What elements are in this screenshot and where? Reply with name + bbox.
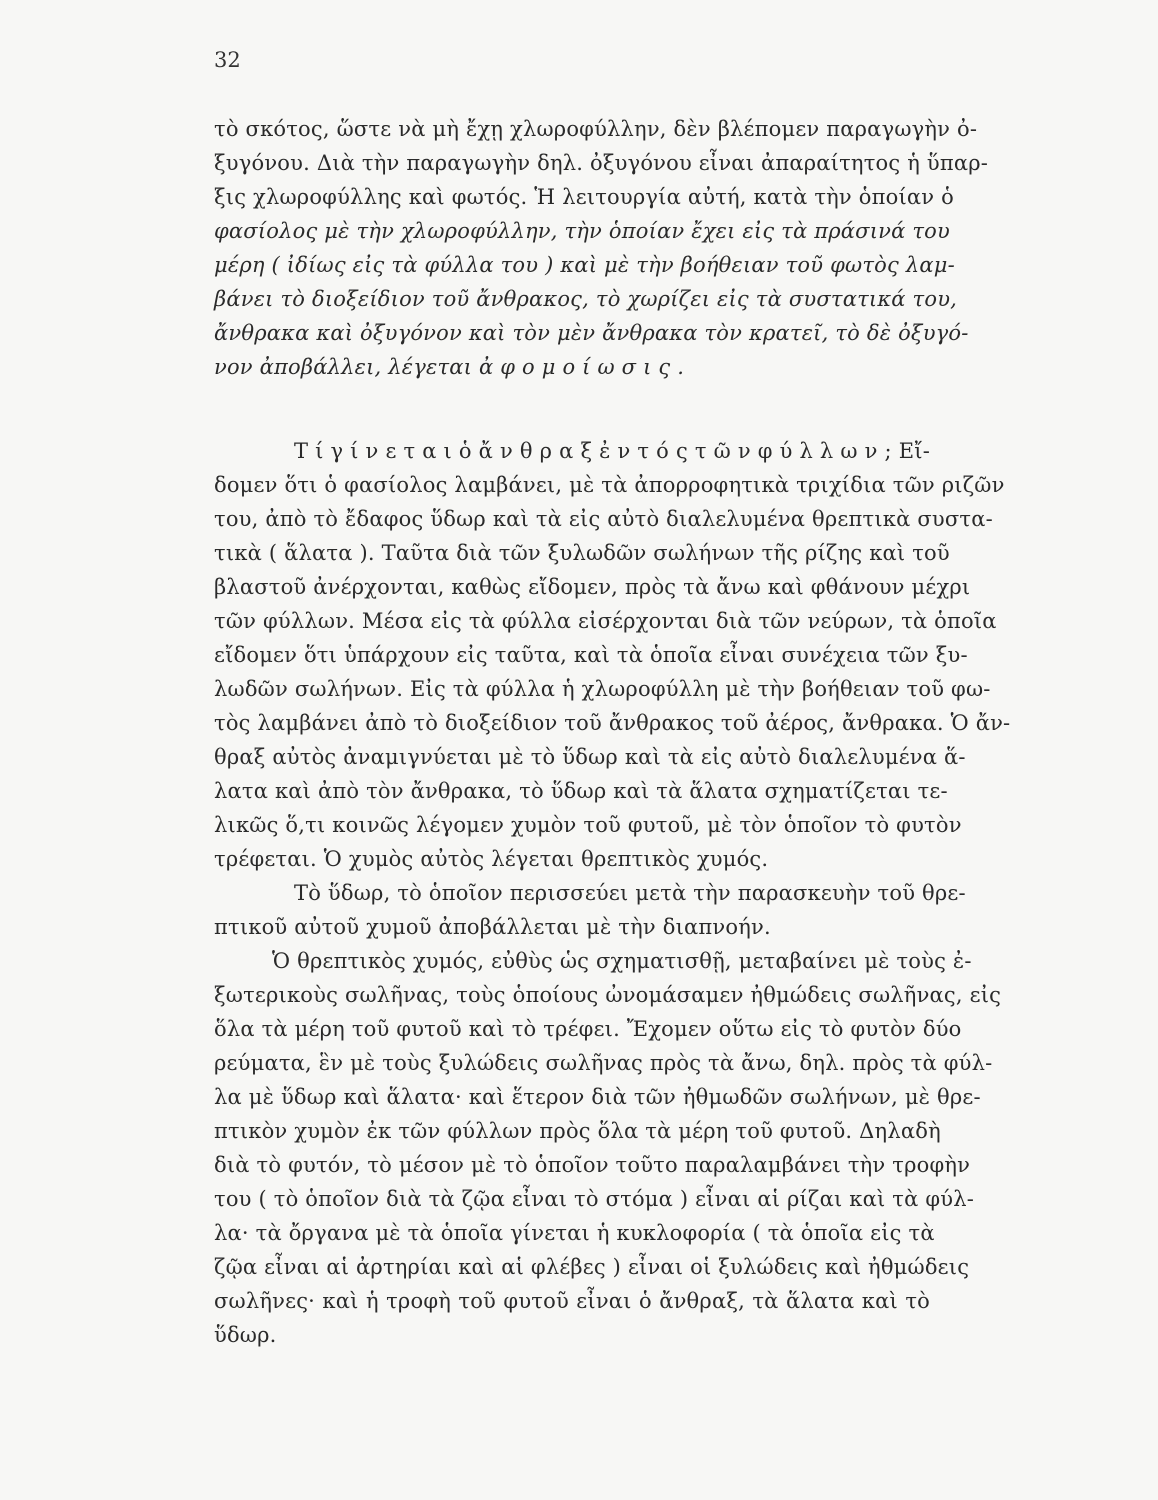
text-line: τικὰ ( ἅλατα ). Ταῦτα διὰ τῶν ξυλωδῶν σωλήνων τῆς ρίζης καὶ τοῦ bbox=[214, 541, 950, 565]
text-line: ξις χλωροφύλλης καὶ φωτός. Ἡ λειτουργία αὐτή, κατὰ τὴν ὁποίαν ὁ bbox=[214, 185, 954, 209]
paragraph-3 bbox=[214, 876, 966, 944]
text-line: τῶν φύλλων. Μέσα εἰς τὰ φύλλα εἰσέρχονται διὰ τῶν νεύρων, τὰ ὁποῖα bbox=[214, 609, 997, 633]
text-line: λωδῶν σωλήνων. Εἰς τὰ φύλλα ἡ χλωροφύλλη μὲ τὴν βοήθειαν τοῦ φω- bbox=[214, 677, 991, 701]
text-line: εἴδομεν ὅτι ὑπάρχουν εἰς ταῦτα, καὶ τὰ ὁποῖα εἶναι συνέχεια τῶν ξυ- bbox=[214, 643, 968, 667]
text-line: νον ἀποβάλλει, λέγεται ἀ φ ο μ ο ί ω σ ι ς . bbox=[214, 355, 685, 379]
text-line: διὰ τὸ φυτόν, τὸ μέσον μὲ τὸ ὁποῖον τοῦτο παραλαμβάνει τὴν τροφὴν bbox=[214, 1153, 971, 1177]
text-line: ὅλα τὰ μέρη τοῦ φυτοῦ καὶ τὸ τρέφει. Ἔχομεν οὕτω εἰς τὸ φυτὸν δύο bbox=[214, 1017, 962, 1041]
text-line: Τ ί γ ί ν ε τ α ι ὁ ἄ ν θ ρ α ξ ἐ ν τ ό ς τ ῶ ν φ ύ λ λ ω ν ; Εἴ- bbox=[294, 439, 930, 463]
text-line: ζῷα εἶναι αἱ ἀρτηρίαι καὶ αἱ φλέβες ) εἶναι οἱ ξυλώδεις καὶ ἠθμώδεις bbox=[214, 1255, 970, 1279]
text-line: φασίολος μὲ τὴν χλωροφύλλην, τὴν ὁποίαν ἔχει εἰς τὰ πράσινά του bbox=[214, 219, 950, 243]
text-line: τὸ σκότος, ὥστε νὰ μὴ ἔχῃ χλωροφύλλην, δὲν βλέπομεν παραγωγὴν ὀ- bbox=[214, 117, 978, 141]
text-line: ἄνθρακα καὶ ὀξυγόνον καὶ τὸν μὲν ἄνθρακα τὸν κρατεῖ, τὸ δὲ ὀξυγό- bbox=[214, 321, 969, 345]
text-line: Ὁ θρεπτικὸς χυμός, εὐθὺς ὡς σχηματισθῇ, μεταβαίνει μὲ τοὺς ἐ- bbox=[272, 949, 972, 973]
text-line: μέρη ( ἰδίως εἰς τὰ φύλλα του ) καὶ μὲ τὴν βοήθειαν τοῦ φωτὸς λαμ- bbox=[214, 253, 955, 277]
paragraph-gap bbox=[214, 384, 930, 434]
text-line: πτικοῦ αὐτοῦ χυμοῦ ἀποβάλλεται μὲ τὴν διαπνοήν. bbox=[214, 915, 771, 939]
text-line: ξυγόνου. Διὰ τὴν παραγωγὴν δηλ. ὀξυγόνου εἶναι ἀπαραίτητος ἡ ὕπαρ- bbox=[214, 151, 989, 175]
text-line: θραξ αὐτὸς ἀναμιγνύεται μὲ τὸ ὕδωρ καὶ τὰ εἰς αὐτὸ διαλελυμένα ἅ- bbox=[214, 745, 966, 769]
text-line: τρέφεται. Ὁ χυμὸς αὐτὸς λέγεται θρεπτικὸς χυμός. bbox=[214, 847, 769, 871]
text-line: λατα καὶ ἀπὸ τὸν ἄνθρακα, τὸ ὕδωρ καὶ τὰ ἅλατα σχηματίζεται τε- bbox=[214, 779, 948, 803]
body-text bbox=[214, 112, 1011, 1352]
text-line: τὸς λαμβάνει ἀπὸ τὸ διοξείδιον τοῦ ἄνθρακος τοῦ ἀέρος, ἄνθρακα. Ὁ ἄν- bbox=[214, 711, 1011, 735]
text-line: ρεύματα, ἓν μὲ τοὺς ξυλώδεις σωλῆνας πρὸς τὰ ἄνω, δηλ. πρὸς τὰ φύλ- bbox=[214, 1051, 993, 1075]
paragraph-2 bbox=[214, 434, 1011, 876]
paragraph-1 bbox=[214, 112, 989, 384]
text-line: λα μὲ ὕδωρ καὶ ἅλατα· καὶ ἕτερον διὰ τῶν ἠθμωδῶν σωλήνων, μὲ θρε- bbox=[214, 1085, 981, 1109]
text-line: βλαστοῦ ἀνέρχονται, καθὼς εἴδομεν, πρὸς τὰ ἄνω καὶ φθάνουν μέχρι bbox=[214, 575, 971, 599]
text-line: πτικὸν χυμὸν ἐκ τῶν φύλλων πρὸς ὅλα τὰ μέρη τοῦ φυτοῦ. Δηλαδὴ bbox=[214, 1119, 941, 1143]
text-line: ξωτερικοὺς σωλῆνας, τοὺς ὁποίους ὠνομάσαμεν ἠθμώδεις σωλῆνας, εἰς bbox=[214, 983, 1002, 1007]
text-line: λικῶς ὅ,τι κοινῶς λέγομεν χυμὸν τοῦ φυτοῦ, μὲ τὸν ὁποῖον τὸ φυτὸν bbox=[214, 813, 962, 837]
page-number: 32 bbox=[214, 48, 241, 72]
text-line: του, ἀπὸ τὸ ἔδαφος ὕδωρ καὶ τὰ εἰς αὐτὸ διαλελυμένα θρεπτικὰ συστα- bbox=[214, 507, 993, 531]
text-line: σωλῆνες· καὶ ἡ τροφὴ τοῦ φυτοῦ εἶναι ὁ ἄνθραξ, τὰ ἅλατα καὶ τὸ bbox=[214, 1289, 930, 1313]
text-line: του ( τὸ ὁποῖον διὰ τὰ ζῷα εἶναι τὸ στόμα ) εἶναι αἱ ρίζαι καὶ τὰ φύλ- bbox=[214, 1187, 975, 1211]
text-line: βάνει τὸ διοξείδιον τοῦ ἄνθρακος, τὸ χωρίζει εἰς τὰ συστατικά του, bbox=[214, 287, 958, 311]
text-line: ὕδωρ. bbox=[214, 1323, 277, 1347]
text-line: λα· τὰ ὄργανα μὲ τὰ ὁποῖα γίνεται ἡ κυκλοφορία ( τὰ ὁποῖα εἰς τὰ bbox=[214, 1221, 935, 1245]
text-line: Τὸ ὕδωρ, τὸ ὁποῖον περισσεύει μετὰ τὴν παρασκευὴν τοῦ θρε- bbox=[294, 881, 966, 905]
paragraph-4 bbox=[214, 944, 1002, 1352]
text-line: δομεν ὅτι ὁ φασίολος λαμβάνει, μὲ τὰ ἀπορροφητικὰ τριχίδια τῶν ριζῶν bbox=[214, 473, 1005, 497]
